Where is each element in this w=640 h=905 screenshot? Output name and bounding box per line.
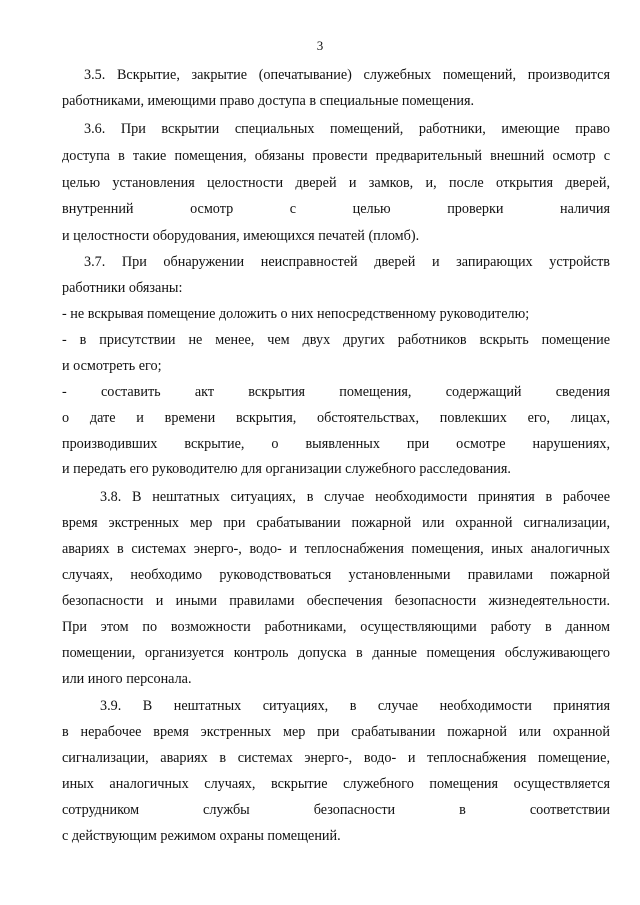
paragraph-3-9-line-5: сотрудником службы безопасности в соответствии: [62, 802, 610, 818]
paragraph-3-6-line-3: целью установления целостности дверей и замков, и, после открытия дверей,: [62, 175, 610, 191]
paragraph-3-8-line-1: 3.8. В нештатных ситуациях, в случае необходимости принятия в рабочее: [100, 489, 610, 505]
paragraph-3-9-line-1: 3.9. В нештатных ситуациях, в случае необходимости принятия: [100, 698, 610, 714]
list-item-3-line-3: производивших вскрытие, о выявленных при осмотре нарушениях,: [62, 436, 610, 452]
list-item-3-line-1: - составить акт вскрытия помещения, содержащий сведения: [62, 384, 610, 400]
paragraph-3-7-line-2: работники обязаны:: [62, 280, 183, 296]
paragraph-3-8-line-7: помещении, организуется контроль допуска в данные помещения обслуживающего: [62, 645, 610, 661]
paragraph-3-6-line-1: 3.6. При вскрытии специальных помещений, работники, имеющие право: [84, 121, 610, 137]
paragraph-3-9-line-2: в нерабочее время экстренных мер при срабатывании пожарной или охранной: [62, 724, 610, 740]
paragraph-3-5-line-1: 3.5. Вскрытие, закрытие (опечатывание) служебных помещений, производится: [84, 67, 610, 83]
paragraph-3-9-line-3: сигнализации, авариях в системах энерго-, водо- и теплоснабжения помещение,: [62, 750, 610, 766]
paragraph-3-8-line-6: При этом по возможности работниками, осуществляющими работу в данном: [62, 619, 610, 635]
list-item-3-line-4: и передать его руководителю для организации служебного расследования.: [62, 461, 511, 477]
paragraph-3-8-line-2: время экстренных мер при срабатывании пожарной или охранной сигнализации,: [62, 515, 610, 531]
paragraph-3-9-line-4: иных аналогичных случаях, вскрытие служебного помещения осуществляется: [62, 776, 610, 792]
paragraph-3-8-line-3: авариях в системах энерго-, водо- и теплоснабжения помещения, иных аналогичных: [62, 541, 610, 557]
list-item-2-line-2: и осмотреть его;: [62, 358, 162, 374]
paragraph-3-6-line-4: внутренний осмотр с целью проверки наличия: [62, 201, 610, 217]
paragraph-3-9-line-6: с действующим режимом охраны помещений.: [62, 828, 341, 844]
list-item-2-line-1: - в присутствии не менее, чем двух других работников вскрыть помещение: [62, 332, 610, 348]
paragraph-3-6-line-5: и целостности оборудования, имеющихся печатей (пломб).: [62, 228, 420, 244]
list-item-1: - не вскрывая помещение доложить о них непосредственному руководителю;: [62, 306, 530, 322]
paragraph-3-7-line-1: 3.7. При обнаружении неисправностей дверей и запирающих устройств: [84, 254, 610, 270]
paragraph-3-5-line-2: работниками, имеющими право доступа в специальные помещения.: [62, 93, 475, 109]
paragraph-3-6-line-2: доступа в такие помещения, обязаны провести предварительный внешний осмотр с: [62, 148, 610, 164]
paragraph-3-8-line-8: или иного персонала.: [62, 671, 192, 687]
paragraph-3-8-line-5: безопасности и иными правилами обеспечения безопасности жизнедеятельности.: [62, 593, 610, 609]
page-number: 3: [316, 38, 324, 53]
paragraph-3-8-line-4: случаях, необходимо руководствоваться установленными правилами пожарной: [62, 567, 610, 583]
list-item-3-line-2: о дате и времени вскрытия, обстоятельствах, повлекших его, лицах,: [62, 410, 610, 426]
